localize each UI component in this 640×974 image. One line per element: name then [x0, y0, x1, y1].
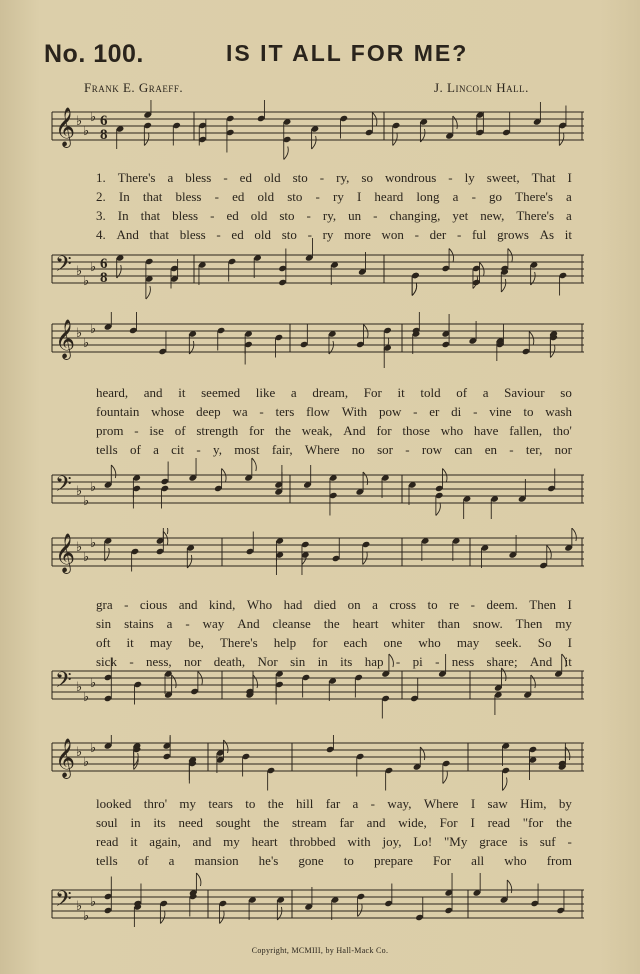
- svg-text:𝄞: 𝄞: [55, 107, 76, 147]
- svg-text:𝄢: 𝄢: [55, 252, 72, 282]
- svg-text:♭: ♭: [83, 274, 90, 289]
- composer-credit: J. Lincoln Hall.: [434, 80, 529, 95]
- svg-text:♭: ♭: [83, 124, 90, 139]
- verse-line-3: prom - ise of strength for the weak, And for those who have fallen, tho': [96, 423, 572, 438]
- svg-text:♭: ♭: [90, 260, 97, 275]
- svg-text:𝄢: 𝄢: [55, 887, 72, 917]
- svg-text:♭: ♭: [76, 326, 83, 341]
- svg-text:8: 8: [100, 127, 108, 143]
- svg-text:♭: ♭: [90, 741, 97, 756]
- svg-text:♭: ♭: [90, 536, 97, 551]
- verse-line-2: sin stains a - way And cleanse the heart whiter than snow. Then my: [96, 616, 572, 631]
- svg-text:♭: ♭: [90, 110, 97, 125]
- svg-text:𝄞: 𝄞: [55, 738, 76, 778]
- hymn-number: No. 100.: [44, 40, 144, 68]
- svg-text:♭: ♭: [76, 264, 83, 279]
- svg-text:♭: ♭: [83, 909, 90, 924]
- verse-line-4: 4. And that bless - ed old sto - ry more won - der - ful grows As it: [96, 227, 572, 242]
- verse-line-4: sick - ness, nor death, Nor sin in its hap - pi - ness share; And it: [96, 654, 572, 669]
- verse-line-1: heard, and it seemed like a dream, For it told of a Saviour so: [96, 385, 572, 400]
- svg-text:♭: ♭: [90, 480, 97, 495]
- svg-text:♭: ♭: [83, 550, 90, 565]
- verse-line-3: read it again, and my heart throbbed with joy, Lo! "My grace is suf -: [96, 834, 572, 849]
- svg-text:𝄢: 𝄢: [55, 472, 72, 502]
- lyrics-block-1: [96, 168, 572, 244]
- svg-text:♭: ♭: [76, 484, 83, 499]
- verse-line-1: gra - cious and kind, Who had died on a cross to re - deem. Then I: [96, 597, 572, 612]
- svg-text:♭: ♭: [76, 540, 83, 555]
- svg-text:♭: ♭: [83, 336, 90, 351]
- svg-text:♭: ♭: [90, 895, 97, 910]
- svg-text:♭: ♭: [90, 676, 97, 691]
- svg-text:♭: ♭: [83, 755, 90, 770]
- svg-text:6: 6: [100, 256, 108, 272]
- lyrics-block-3: [96, 595, 572, 671]
- verse-line-2: soul in its need sought the stream far and wide, For I read "for the: [96, 815, 572, 830]
- verse-line-3: oft it may be, There's help for each one who may seek. So I: [96, 635, 572, 650]
- svg-text:8: 8: [100, 270, 108, 286]
- svg-text:♭: ♭: [76, 745, 83, 760]
- verse-line-1: 1. There's a bless - ed old sto - ry, so wondrous - ly sweet, That I: [96, 170, 572, 185]
- svg-text:♭: ♭: [90, 322, 97, 337]
- verse-line-2: fountain whose deep wa - ters flow With pow - er di - vine to wash: [96, 404, 572, 419]
- svg-text:𝄢: 𝄢: [55, 668, 72, 698]
- svg-text:♭: ♭: [76, 114, 83, 129]
- lyrics-block-4: [96, 794, 572, 870]
- verse-line-2: 2. In that bless - ed old sto - ry I heard long a - go There's a: [96, 189, 572, 204]
- lyrics-block-2: [96, 383, 572, 459]
- svg-text:♭: ♭: [76, 680, 83, 695]
- verse-line-3: 3. In that bless - ed old sto - ry, un - changing, yet new, There's a: [96, 208, 572, 223]
- svg-text:♭: ♭: [76, 899, 83, 914]
- svg-text:♭: ♭: [83, 494, 90, 509]
- lyricist-credit: Frank E. Graeff.: [84, 80, 184, 95]
- verse-line-4: tells of a cit - y, most fair, Where no sor - row can en - ter, nor: [96, 442, 572, 457]
- copyright-notice: Copyright, MCMIII, by Hall-Mack Co.: [251, 946, 389, 955]
- verse-line-4: tells of a mansion he's gone to prepare For all who from: [96, 853, 572, 868]
- verse-line-1: looked thro' my tears to the hill far a - way, Where I saw Him, by: [96, 796, 572, 811]
- svg-text:𝄞: 𝄞: [55, 533, 76, 573]
- hymn-title: IS IT ALL FOR ME?: [226, 40, 469, 66]
- svg-text:6: 6: [100, 113, 108, 129]
- svg-text:♭: ♭: [83, 690, 90, 705]
- svg-text:𝄞: 𝄞: [55, 319, 76, 359]
